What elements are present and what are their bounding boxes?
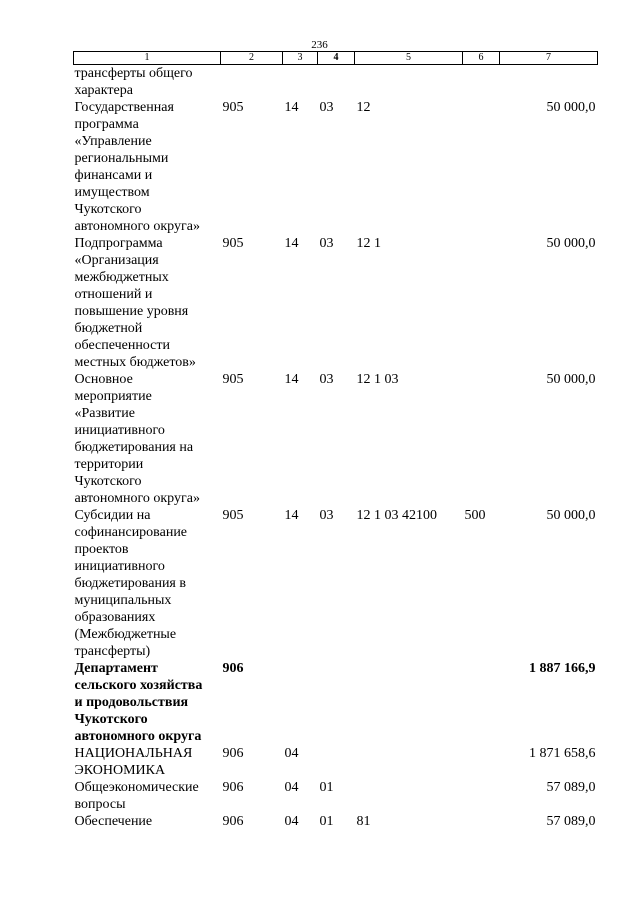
table-row bbox=[74, 65, 598, 100]
row-section-code: 04 bbox=[284, 814, 299, 829]
row-expense-type-code bbox=[463, 660, 500, 745]
row-subsection-code: 03 bbox=[319, 508, 334, 523]
row-subsection-code: 01 bbox=[319, 780, 334, 795]
row-admin-code: 906 bbox=[222, 661, 244, 676]
row-section-code: 04 bbox=[284, 780, 299, 795]
row-expense-type-code bbox=[463, 779, 500, 813]
row-section-code: 14 bbox=[284, 372, 299, 387]
row-subsection-code: 01 bbox=[319, 814, 334, 829]
row-section-code: 14 bbox=[284, 236, 299, 251]
row-subsection-code bbox=[318, 660, 355, 745]
row-name: НАЦИОНАЛЬНАЯ ЭКОНОМИКА bbox=[74, 746, 193, 778]
column-header-1: 1 bbox=[74, 52, 221, 65]
row-target-code: 12 1 03 42100 bbox=[356, 508, 437, 523]
row-amount: 57 089,0 bbox=[546, 780, 596, 795]
page-number: 236 bbox=[311, 39, 328, 51]
row-subsection-code bbox=[318, 745, 355, 779]
row-admin-code: 906 bbox=[222, 814, 244, 829]
row-target-code: 81 bbox=[356, 814, 371, 829]
row-name: Департамент сельского хозяйства и продовольствия Чукотского автономного округа bbox=[74, 661, 203, 744]
row-target-code: 12 bbox=[356, 100, 371, 115]
row-name: Общеэкономические вопросы bbox=[74, 780, 199, 812]
table-row bbox=[74, 99, 598, 235]
row-subsection-code: 03 bbox=[319, 100, 334, 115]
column-header-7: 7 bbox=[500, 52, 598, 65]
row-expense-type-code bbox=[463, 65, 500, 100]
row-amount bbox=[500, 65, 598, 100]
row-amount: 50 000,0 bbox=[546, 236, 596, 251]
row-amount: 50 000,0 bbox=[546, 100, 596, 115]
table-row bbox=[74, 779, 598, 813]
row-admin-code: 905 bbox=[222, 372, 244, 387]
row-target-code bbox=[355, 660, 463, 745]
column-header-2: 2 bbox=[221, 52, 283, 65]
row-name: трансферты общего характера bbox=[74, 66, 193, 98]
column-header-6: 6 bbox=[463, 52, 500, 65]
column-header-4: 4 bbox=[318, 52, 355, 65]
table-row bbox=[74, 507, 598, 660]
row-section-code bbox=[283, 660, 318, 745]
row-name: Основное мероприятие «Развитие инициативного бюджетирования на территории Чукотского автономного округа» bbox=[74, 372, 200, 506]
column-header-row bbox=[74, 52, 598, 65]
row-target-code bbox=[355, 779, 463, 813]
budget-table bbox=[73, 51, 598, 830]
row-target-code: 12 1 bbox=[356, 236, 381, 251]
row-amount: 50 000,0 bbox=[546, 372, 596, 387]
row-expense-type-code bbox=[463, 99, 500, 235]
row-name: Субсидии на софинансирование проектов инициативного бюджетирования в муниципальных образованиях (Межбюджетные трансферты) bbox=[74, 508, 188, 659]
row-name: Обеспечение bbox=[74, 814, 153, 829]
row-admin-code: 905 bbox=[222, 236, 244, 251]
row-subsection-code: 03 bbox=[319, 372, 334, 387]
row-admin-code bbox=[221, 65, 283, 100]
row-expense-type-code bbox=[463, 745, 500, 779]
row-expense-type-code bbox=[463, 371, 500, 507]
row-admin-code: 906 bbox=[222, 780, 244, 795]
table-row bbox=[74, 660, 598, 745]
table-row bbox=[74, 235, 598, 371]
table-row bbox=[74, 813, 598, 830]
row-expense-type-code: 500 bbox=[464, 508, 486, 523]
row-section-code: 04 bbox=[284, 746, 299, 761]
row-amount: 50 000,0 bbox=[546, 508, 596, 523]
row-amount: 57 089,0 bbox=[546, 814, 596, 829]
table-row bbox=[74, 371, 598, 507]
row-amount: 1 871 658,6 bbox=[529, 746, 596, 761]
row-subsection-code: 03 bbox=[319, 236, 334, 251]
row-target-code bbox=[355, 745, 463, 779]
table-row bbox=[74, 745, 598, 779]
row-section-code: 14 bbox=[284, 508, 299, 523]
row-admin-code: 905 bbox=[222, 100, 244, 115]
row-target-code: 12 1 03 bbox=[356, 372, 399, 387]
row-name: Государственная программа «Управление региональными финансами и имуществом Чукотского автономного округа» bbox=[74, 100, 200, 234]
table-body bbox=[74, 65, 598, 831]
row-section-code: 14 bbox=[284, 100, 299, 115]
row-admin-code: 905 bbox=[222, 508, 244, 523]
column-header-5: 5 bbox=[355, 52, 463, 65]
column-header-3: 3 bbox=[283, 52, 318, 65]
row-subsection-code bbox=[318, 65, 355, 100]
row-name: Подпрограмма «Организация межбюджетных отношений и повышение уровня бюджетной обеспеченности местных бюджетов» bbox=[74, 236, 196, 370]
row-amount: 1 887 166,9 bbox=[529, 661, 596, 676]
row-section-code bbox=[283, 65, 318, 100]
row-expense-type-code bbox=[463, 813, 500, 830]
row-target-code bbox=[355, 65, 463, 100]
row-admin-code: 906 bbox=[222, 746, 244, 761]
row-expense-type-code bbox=[463, 235, 500, 371]
